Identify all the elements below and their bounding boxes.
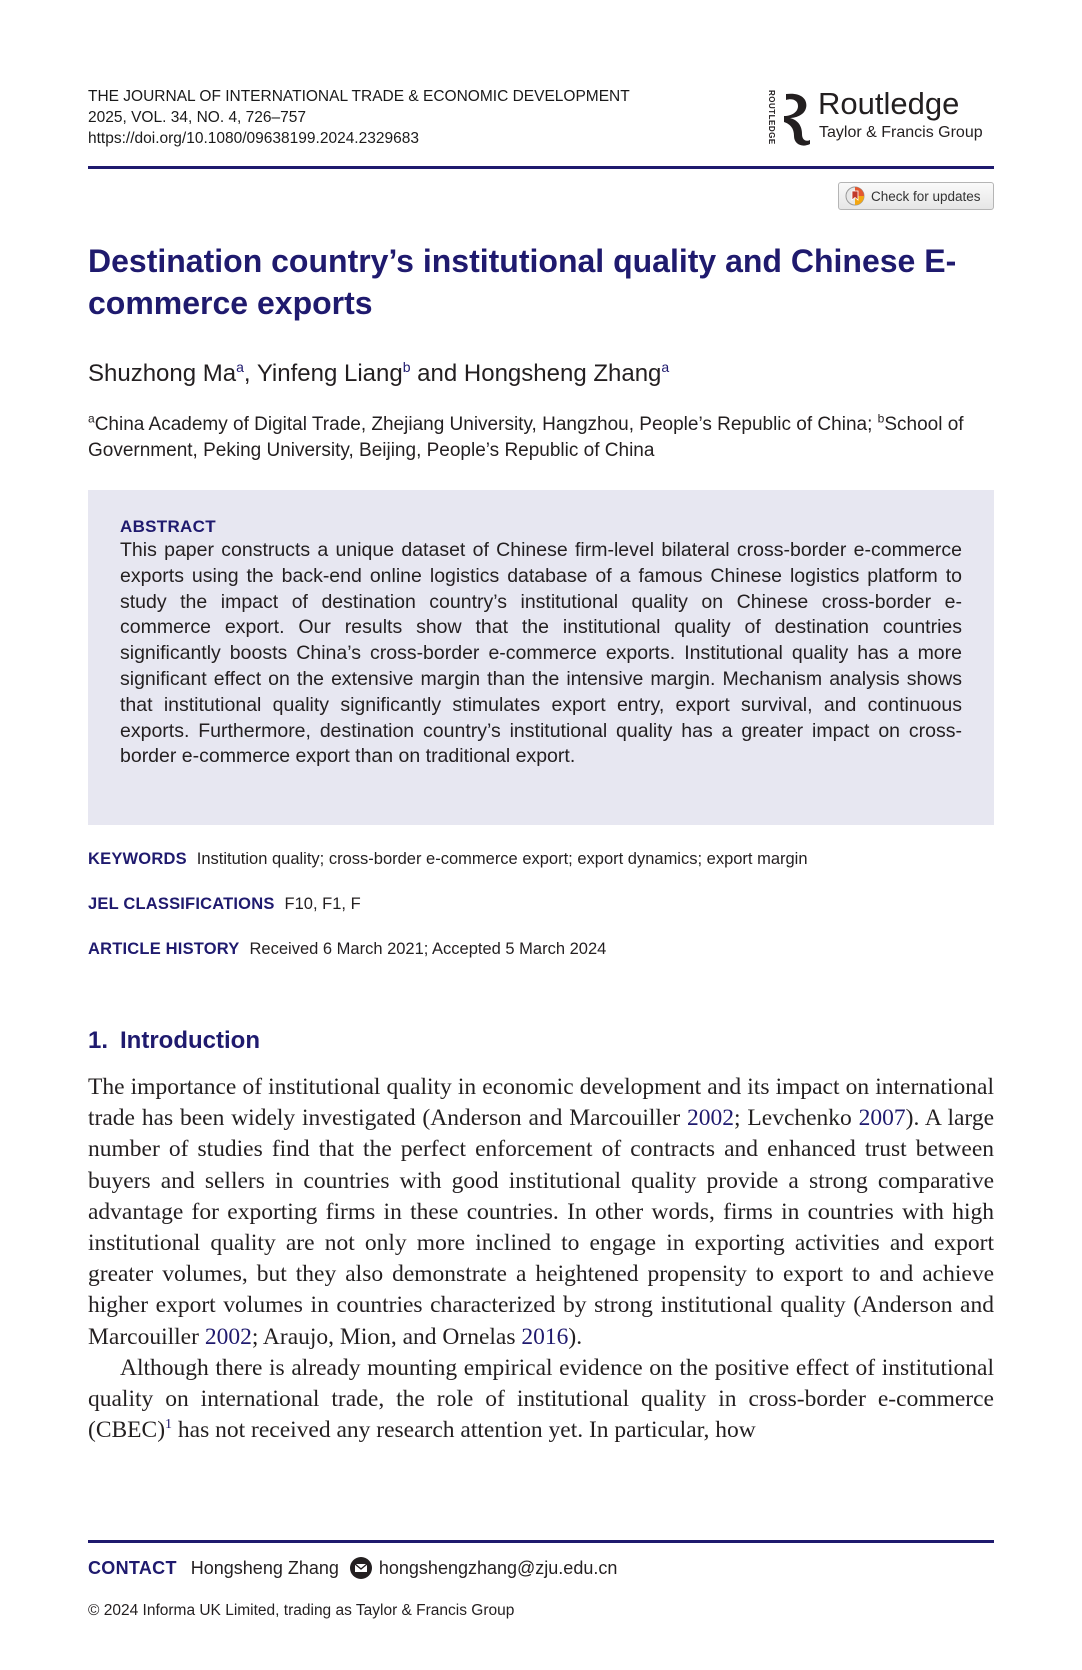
citation-link[interactable]: 2016 — [521, 1323, 569, 1350]
section-number: 1. — [88, 1027, 109, 1054]
affiliations: $^a$China Academy of Digital Trade, Zhejiang University, Hangzhou, People’s Republic of China; $^b$School of Government, Peking University, Beijing, People’s Republic of China — [88, 411, 964, 461]
author-name[interactable]: Shuzhong Ma — [88, 360, 237, 387]
history-label: ARTICLE HISTORY — [88, 940, 240, 958]
jel-label: JEL CLASSIFICATIONS — [88, 895, 275, 913]
contact-row — [88, 1556, 617, 1580]
section-heading — [88, 1027, 260, 1055]
author-name[interactable]: Yinfeng Liang — [256, 360, 403, 387]
citation-link[interactable]: 2002 — [687, 1105, 735, 1132]
email-icon — [349, 1556, 373, 1580]
history-row — [88, 940, 606, 959]
section-title-text: Introduction — [120, 1027, 260, 1054]
copyright: © 2024 Informa UK Limited, trading as Taylor & Francis Group — [88, 1602, 515, 1619]
doi-link[interactable]: https://doi.org/10.1080/09638199.2024.2329683 — [88, 130, 419, 147]
keywords-row — [88, 850, 808, 869]
article-title: Destination country’s institutional quality and Chinese E-commerce exports — [88, 243, 957, 321]
history-value: Received 6 March 2021; Accepted 5 March 2024 — [249, 940, 607, 958]
jel-value: F10, F1, F — [284, 895, 361, 913]
keywords-label: KEYWORDS — [88, 850, 187, 868]
author-affil-mark[interactable]: a — [236, 359, 244, 375]
publisher-logo — [764, 86, 994, 148]
publisher-name: Routledge — [818, 86, 960, 121]
contact-label: CONTACT — [88, 1557, 177, 1578]
journal-meta — [88, 86, 630, 149]
routledge-mark-icon — [780, 90, 812, 146]
jel-row — [88, 895, 361, 914]
article-page — [88, 0, 994, 1670]
journal-name: THE JOURNAL OF INTERNATIONAL TRADE & ECONOMIC DEVELOPMENT — [88, 88, 630, 105]
keywords-value: Institution quality; cross-border e-commerce export; export dynamics; export margin — [196, 850, 808, 868]
header-rule — [88, 166, 994, 169]
footer-rule — [88, 1540, 994, 1543]
footnote-link[interactable]: 1 — [165, 1417, 173, 1433]
author-list: Shuzhong Ma$^a$, Yinfeng Liang$^b$ and Hongsheng Zhang$^a$ — [88, 359, 670, 387]
journal-volume: 2025, VOL. 34, NO. 4, 726–757 — [88, 109, 307, 126]
author-affil-mark[interactable]: b — [402, 359, 411, 375]
abstract-box — [88, 490, 994, 825]
citation-link[interactable]: 2007 — [858, 1105, 906, 1132]
abstract-label: ABSTRACT — [120, 517, 216, 536]
publisher-side-label: ROUTLEDGE — [767, 90, 776, 145]
paragraph: Although there is already mounting empirical evidence on the positive effect of institutional quality on international trade, the role of institutional quality in cross-border e-commerce (CBEC)$^1$ has not received any research attention yet. In particular, how — [88, 1354, 994, 1444]
check-updates-icon — [845, 186, 865, 206]
author-name[interactable]: Hongsheng Zhang — [463, 360, 662, 387]
contact-name: Hongsheng Zhang — [190, 1557, 339, 1578]
intro-body — [88, 1072, 994, 1446]
check-for-updates-button[interactable]: Check for updates — [838, 182, 994, 210]
author-affil-mark[interactable]: a — [661, 359, 670, 375]
citation-link[interactable]: 2002 — [204, 1323, 252, 1350]
paragraph: The importance of institutional quality in economic development and its impact on international trade has been widely investigated (Anderson and Marcouiller 2002; Levchenko 2007). A large number of studies find that the perfect enforcement of contracts and enhanced trust between buyers and sellers in countries with good institutional quality provide a strong comparative advantage for exporting firms in these countries. In other words, firms in countries with high institutional quality are not only more inclined to engage in exporting activities and export greater volumes, but they also demonstrate a heightened propensity to export to and achieve higher export volumes in countries characterized by strong institutional quality (Anderson and Marcouiller 2002; Araujo, Mion, and Ornelas 2016). — [88, 1074, 994, 1350]
contact-email-link[interactable]: hongshengzhang@zju.edu.cn — [378, 1557, 618, 1578]
publisher-group: Taylor & Francis Group — [819, 124, 983, 141]
abstract-text: This paper constructs a unique dataset of Chinese firm-level bilateral cross-border e-commerce exports using the back-end online logistics database of a famous Chinese logistics platform to study the impact of destination country’s institutional quality on Chinese cross-border e-commerce export. Our results show that the institutional quality of destination countries significantly boosts China’s cross-border e-commerce exports. Institutional quality has a more significant effect on the extensive margin than the intensive margin. Mechanism analysis shows that institutional quality significantly stimulates export entry, export survival, and continuous exports. Furthermore, destination country’s institutional quality has a greater impact on cross-border e-commerce export than on traditional export. — [120, 539, 962, 768]
